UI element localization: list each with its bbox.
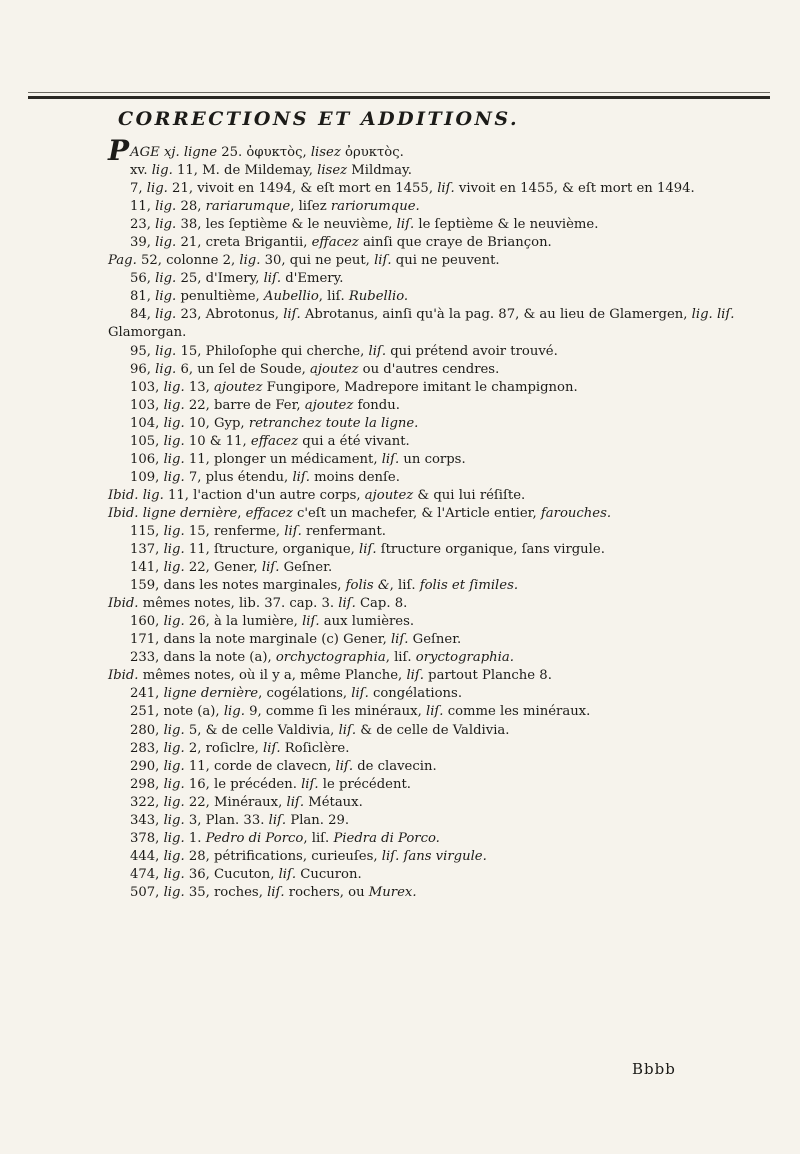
line-ref: lig. [163, 415, 185, 431]
correction-directive: liſ. [390, 632, 409, 648]
correction-text: & qui lui réſiſte. [413, 487, 526, 503]
page-ref: 444, [130, 848, 164, 864]
errata-list [108, 134, 748, 902]
correction-text: qui ne peuvent. [391, 253, 500, 269]
page-ref: 23, [130, 217, 156, 233]
page-ref: 137, [130, 542, 164, 558]
line-ref: lig. [163, 812, 185, 828]
correction-text: Geſner. [408, 632, 462, 648]
line-ref: lig. [163, 866, 185, 882]
correction-text: moins denſe. [309, 469, 400, 485]
line-ref: lig. [163, 830, 185, 846]
entry-text: 10 & 11, [184, 433, 251, 449]
line-ref: lig. [155, 271, 177, 287]
correction-directive: liſ. [267, 884, 285, 900]
errata-entry [108, 379, 748, 397]
page-ref: 159, dans les notes marginales, [130, 578, 346, 594]
errata-entry [108, 397, 748, 415]
correction-directive: liſ. [425, 704, 444, 720]
errata-entry [108, 685, 748, 703]
page-ref: xv. [130, 163, 152, 179]
page-ref: 7, [130, 181, 147, 197]
line-ref: lig. [163, 758, 185, 774]
page-ref: 56, [130, 271, 156, 287]
entry-text: 1. [184, 830, 206, 846]
page-ref: 141, [130, 560, 164, 576]
correction-directive: folis et ſimiles. [419, 578, 519, 594]
page-ref: AGE xj. [130, 145, 184, 160]
entry-text: , cogélations, [258, 686, 352, 702]
errata-entry [108, 722, 748, 740]
line-ref: lig. [163, 397, 185, 413]
errata-entry [108, 523, 748, 541]
entry-text: 30, qui ne peut, [260, 253, 375, 269]
correction-text: Cucuron. [296, 866, 362, 882]
entry-text: 21, vivoit en 1494, & eſt mort en 1455, [167, 181, 438, 197]
errata-entry [108, 306, 748, 342]
correction-directive: liſ. [338, 596, 356, 612]
entry-text: 52, colonne 2, [140, 253, 240, 269]
errata-entry [108, 469, 748, 487]
correction-text: vivoit en 1455, & eſt mort en 1494. [454, 181, 695, 197]
page-ref: 474, [130, 866, 164, 882]
page-heading: CORRECTIONS ET ADDITIONS. [118, 108, 520, 130]
errata-entry [108, 758, 748, 776]
page-ref: 106, [130, 451, 164, 467]
page-ref: 11, [130, 199, 156, 215]
entry-text: 7, plus étendu, [184, 469, 293, 485]
correction-directive: liſ. [335, 758, 354, 774]
top-rule-thin [28, 92, 770, 93]
errata-entry [108, 361, 748, 379]
line-ref: lig. [163, 740, 185, 756]
page-ref: 115, [130, 523, 164, 539]
correction-directive: liſ. [292, 469, 310, 485]
page-ref: 103, [130, 379, 164, 395]
entry-text: 23, Abrotonus, [176, 307, 284, 323]
drop-cap: P [108, 134, 131, 167]
correction-text: rochers, ou [284, 884, 369, 900]
correction-directive: liſ. [338, 722, 357, 738]
errata-entry [108, 505, 748, 523]
page-ref: 81, [130, 289, 156, 305]
correction-text: Plan. 29. [286, 812, 350, 828]
correction-directive: liſ. [263, 271, 282, 287]
correction-directive: liſ. [284, 523, 302, 539]
line-ref: lig. [163, 794, 185, 810]
entry-text: , liſ. [389, 578, 420, 594]
correction-directive: oryctographia. [415, 650, 514, 666]
correction-text: ὀρυκτὸς. [340, 145, 404, 160]
correction-italic: liſ. [716, 307, 735, 323]
page-ref: 233, dans la note (a), [130, 650, 276, 666]
correction-directive: lisez [317, 163, 348, 179]
entry-text: penultième, [176, 289, 264, 305]
errata-entry [108, 559, 748, 577]
entry-text: 25, d'Imery, [176, 271, 264, 287]
line-ref: lig. [239, 253, 261, 269]
line-ref: lig. [163, 542, 185, 558]
page-ref: Ibid. [108, 596, 143, 612]
correction-directive: liſ. [261, 560, 280, 576]
page-ref: Ibid. [108, 487, 143, 503]
correction-directive: liſ. [396, 217, 415, 233]
entry-text: 26, à la lumière, [184, 614, 303, 630]
correction-directive: liſ. [359, 542, 377, 558]
errata-entry [108, 830, 748, 848]
line-ref: lig. [163, 379, 185, 395]
line-ref: lig. [223, 704, 245, 720]
signature-mark: Bbbb [632, 1060, 676, 1078]
correction-directive: Pedro di Porco [205, 830, 304, 846]
correction-directive: ajoutez [304, 397, 354, 413]
correction-directive: liſ. [351, 686, 369, 702]
line-ref: lig. [155, 217, 177, 233]
line-ref: ligne dernière [163, 686, 259, 702]
correction-text: de clavecin. [353, 758, 437, 774]
correction-directive: liſ. [278, 866, 297, 882]
page-ref: 95, [130, 343, 156, 359]
entry-text: , liſ. [385, 650, 416, 666]
correction-text: Glamorgan. [108, 325, 187, 341]
correction-text: renfermant. [301, 523, 386, 539]
correction-directive: liſ. [368, 343, 387, 359]
correction-directive: liſ. [437, 181, 455, 197]
line-ref: ligne [183, 145, 218, 160]
errata-entry [108, 649, 748, 667]
correction-text: le précédent. [318, 776, 411, 792]
correction-directive: rariarumque [205, 199, 291, 215]
page-ref: 84, [130, 307, 156, 323]
entry-text: 10, Gyp, [184, 415, 249, 431]
correction-directive: Aubellio [263, 289, 319, 305]
line-ref: lig. [163, 451, 185, 467]
correction-directive: liſ. [374, 253, 392, 269]
page-ref: 103, [130, 397, 164, 413]
correction-text: Roſiclère. [280, 740, 350, 756]
entry-text: 15, Philoſophe qui cherche, [176, 343, 369, 359]
correction-directive: lisez [310, 145, 341, 160]
line-ref: lig. [142, 487, 164, 503]
entry-text: 3, Plan. 33. [184, 812, 269, 828]
line-ref: lig. [163, 523, 185, 539]
line-ref: lig. [163, 469, 185, 485]
line-ref: lig. [163, 722, 185, 738]
entry-text: 6, un ſel de Soude, [176, 361, 311, 377]
errata-entry [108, 577, 748, 595]
line-ref: lig. [151, 163, 173, 179]
correction-italic: rariorumque. [330, 199, 420, 215]
correction-text: & de celle de Valdivia. [356, 722, 510, 738]
correction-directive: ajoutez [364, 487, 414, 503]
errata-entry [108, 740, 748, 758]
correction-directive: retranchez toute la ligne. [248, 415, 419, 431]
errata-entry [108, 216, 748, 234]
errata-entry [108, 703, 748, 721]
entry-text: 2, roſiclre, [184, 740, 264, 756]
line-ref: lig. [155, 235, 177, 251]
page-ref: 160, [130, 614, 164, 630]
correction-text: partout Planche 8. [423, 668, 552, 684]
errata-entry [108, 595, 748, 613]
entry-text: 11, corde de clavecn, [184, 758, 336, 774]
entry-text: 9, comme ſi les minéraux, [244, 704, 426, 720]
correction-text: Métaux. [304, 794, 363, 810]
entry-text: 11, M. de Mildemay, [172, 163, 318, 179]
correction-directive: liſ. [381, 848, 400, 864]
entry-text: 22, barre de Fer, [184, 397, 305, 413]
line-ref: lig. [163, 776, 185, 792]
page-ref: 251, note (a), [130, 704, 224, 720]
correction-directive: effacez [250, 433, 299, 449]
correction-text: qui prétend avoir trouvé. [386, 343, 558, 359]
page-ref: Ibid. [108, 668, 143, 684]
errata-entry [108, 487, 748, 505]
correction-text: ainſi que craye de Briançon. [358, 235, 552, 251]
correction-text: c'eſt un machefer, & l'Article entier, [292, 505, 541, 521]
correction-text: aux lumières. [319, 614, 415, 630]
correction-text: Cap. 8. [355, 596, 408, 612]
line-ref: ligne dernière [142, 505, 238, 521]
errata-entry [108, 667, 748, 685]
page-ref: 171, dans la note marginale (c) Gener, [130, 632, 391, 648]
line-ref: lig. [163, 614, 185, 630]
correction-text: Fungipore, Madrepore imitant le champignon. [262, 379, 578, 395]
entry-text: 11, plonger un médicament, [184, 451, 382, 467]
page-ref: 39, [130, 235, 156, 251]
correction-text: d'Emery. [281, 271, 344, 287]
correction-directive: liſ. [263, 740, 281, 756]
correction-directive: ajoutez [310, 361, 359, 377]
entry-text: 25. ὀφυκτὸς, [217, 145, 311, 160]
entry-text: 22, Gener, [184, 560, 262, 576]
errata-entry [108, 415, 748, 433]
page-ref: 104, [130, 415, 164, 431]
errata-entry [108, 613, 748, 631]
correction-italic: Piedra di Porco. [333, 830, 440, 846]
correction-text: comme les minéraux. [443, 704, 591, 720]
errata-entry [108, 270, 748, 288]
line-ref: lig. [146, 181, 168, 197]
errata-entry [108, 180, 748, 198]
page-ref: 378, [130, 830, 164, 846]
entry-text: 35, roches, [184, 884, 268, 900]
page-ref: 298, [130, 776, 164, 792]
correction-directive: liſ. [268, 812, 287, 828]
line-ref: lig. [155, 289, 177, 305]
errata-entry [108, 134, 748, 167]
errata-entry [108, 866, 748, 884]
top-rule [28, 96, 770, 99]
line-ref: lig. [163, 884, 185, 900]
line-ref: lig. [155, 343, 177, 359]
correction-text: Abrotanus, ainſi qu'à la pag. 87, & au lieu de Glamergen, [300, 307, 692, 323]
errata-entry [108, 848, 748, 866]
entry-text: 15, renferme, [184, 523, 285, 539]
page-ref: 96, [130, 361, 156, 377]
line-ref: lig. [163, 433, 185, 449]
page-ref: Ibid. [108, 505, 143, 521]
correction-text: Mildmay. [347, 163, 412, 179]
errata-entry [108, 884, 748, 902]
correction-italic: Murex. [368, 884, 417, 900]
correction-text: ou d'autres cendres. [358, 361, 500, 377]
errata-entry [108, 343, 748, 361]
correction-italic: ſans virgule. [403, 848, 487, 864]
correction-directive: liſ. [406, 668, 424, 684]
entry-text: 38, les ſeptième & le neuvième, [176, 217, 397, 233]
correction-text: congélations. [368, 686, 463, 702]
correction-text: le ſeptième & le neuvième. [414, 217, 599, 233]
page-ref: 290, [130, 758, 164, 774]
page-ref: 280, [130, 722, 164, 738]
line-ref: lig. [155, 307, 177, 323]
page-ref: 105, [130, 433, 164, 449]
correction-italic: lig. [691, 307, 713, 323]
correction-text: , liſez [290, 199, 331, 215]
line-ref: lig. [155, 361, 177, 377]
correction-italic: Rubellio. [348, 289, 409, 305]
line-ref: orchyctographia [275, 650, 386, 666]
errata-entry [108, 776, 748, 794]
entry-text: 13, [184, 379, 214, 395]
entry-text: 28, [176, 199, 206, 215]
entry-text: 11, l'action d'un autre corps, [163, 487, 365, 503]
page-ref: 507, [130, 884, 164, 900]
entry-text: 16, le précéden. [184, 776, 302, 792]
page-ref: 109, [130, 469, 164, 485]
errata-entry [108, 198, 748, 216]
correction-text: , liſ. [303, 830, 334, 846]
errata-entry [108, 812, 748, 830]
correction-text: , liſ. [318, 289, 349, 305]
correction-text: qui a été vivant. [298, 433, 410, 449]
errata-entry [108, 451, 748, 469]
page-ref: 241, [130, 686, 164, 702]
errata-entry [108, 794, 748, 812]
entry-text: 22, Minéraux, [184, 794, 287, 810]
correction-directive: effacez [311, 235, 359, 251]
line-ref: folis & [345, 578, 390, 594]
correction-directive: liſ. [302, 614, 320, 630]
correction-directive: liſ. [301, 776, 319, 792]
errata-entry [108, 234, 748, 252]
entry-text: 36, Cucuton, [184, 866, 279, 882]
page-ref: 322, [130, 794, 164, 810]
correction-text: fondu. [353, 397, 400, 413]
line-ref: lig. [155, 199, 177, 215]
correction-italic: farouches. [540, 505, 612, 521]
correction-directive: liſ. [283, 307, 301, 323]
errata-entry [108, 288, 748, 306]
entry-text: mêmes notes, lib. 37. cap. 3. [142, 596, 339, 612]
correction-directive: liſ. [286, 794, 305, 810]
page-ref: 343, [130, 812, 164, 828]
correction-directive: effacez [245, 505, 293, 521]
correction-text: un corps. [399, 451, 466, 467]
correction-directive: ajoutez [214, 379, 263, 395]
page-ref: Pag. [108, 253, 141, 269]
entry-text: 5, & de celle Valdivia, [184, 722, 339, 738]
entry-text: mêmes notes, où il y a, même Planche, [142, 668, 407, 684]
page-ref: 283, [130, 740, 164, 756]
entry-text: , [237, 505, 246, 521]
correction-text: ſtructure organique, ſans virgule. [376, 542, 605, 558]
errata-entry [108, 433, 748, 451]
correction-text: Geſner. [279, 560, 333, 576]
errata-entry [108, 631, 748, 649]
line-ref: lig. [163, 560, 185, 576]
entry-text: 11, ſtructure, organique, [184, 542, 360, 558]
entry-text: 28, pétrifications, curieuſes, [184, 848, 382, 864]
errata-entry [108, 252, 748, 270]
errata-entry [108, 162, 748, 180]
entry-text: 21, creta Brigantii, [176, 235, 312, 251]
correction-directive: liſ. [381, 451, 400, 467]
errata-entry [108, 541, 748, 559]
line-ref: lig. [163, 848, 185, 864]
